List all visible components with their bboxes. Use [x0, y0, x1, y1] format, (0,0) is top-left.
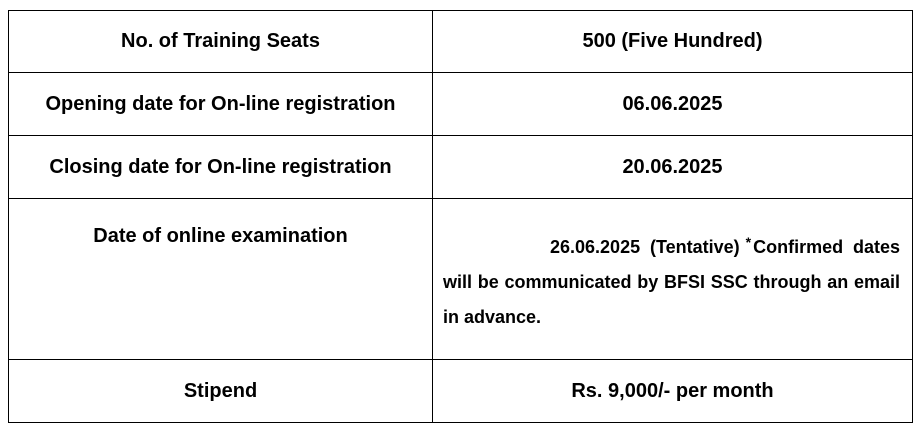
- row-value-opening-date: 06.06.2025: [433, 73, 913, 136]
- row-label-opening-date: Opening date for On-line registration: [9, 73, 433, 136]
- table-row: [9, 136, 913, 199]
- exam-asterisk: *: [745, 234, 752, 250]
- table-row: [9, 360, 913, 423]
- table-row: [9, 11, 913, 73]
- row-value-closing-date: 20.06.2025: [433, 136, 913, 199]
- row-label-closing-date: Closing date for On-line registration: [9, 136, 433, 199]
- row-label-training-seats: No. of Training Seats: [9, 11, 433, 73]
- exam-tentative-text: (Tentative): [649, 237, 740, 257]
- table-row: [9, 73, 913, 136]
- row-value-training-seats: 500 (Five Hundred): [433, 11, 913, 73]
- exam-date-text: 26.06.2025: [550, 237, 641, 257]
- row-label-exam-date: Date of online examination: [9, 199, 433, 360]
- exam-note-text: Confirmed dates will be communicated by BFSI SSC through an email in advance.: [443, 237, 900, 327]
- table-row: [9, 199, 913, 360]
- row-value-stipend: Rs. 9,000/- per month: [433, 360, 913, 423]
- row-label-stipend: Stipend: [9, 360, 433, 423]
- row-value-exam-date: [433, 199, 913, 360]
- training-info-table: [8, 10, 913, 423]
